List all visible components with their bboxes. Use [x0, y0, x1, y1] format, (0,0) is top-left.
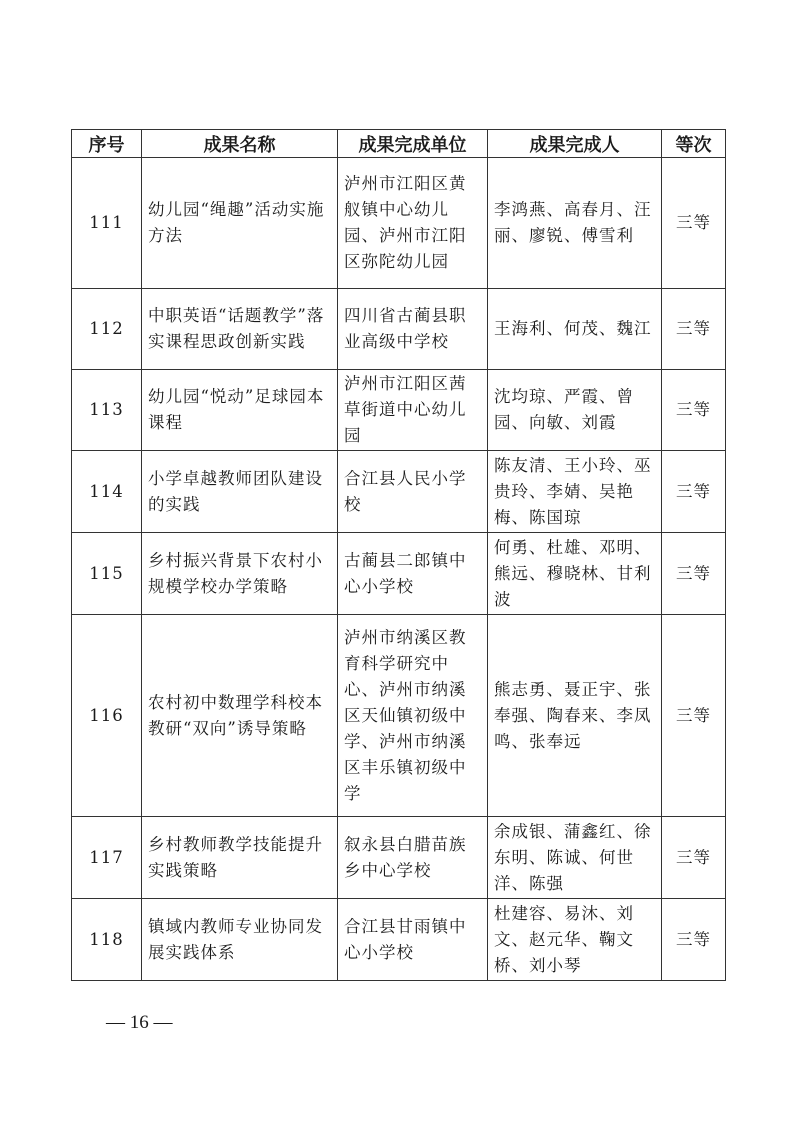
row-people: 陈友清、王小玲、巫贵玲、李婧、吴艳梅、陈国琼 [488, 451, 662, 533]
row-unit: 四川省古蔺县职业高级中学校 [338, 289, 488, 370]
row-name: 小学卓越教师团队建设的实践 [142, 451, 338, 533]
results-table [71, 129, 726, 981]
row-unit: 泸州市江阳区茜草街道中心幼儿园 [338, 370, 488, 451]
row-number: 115 [72, 533, 142, 615]
row-grade: 三等 [662, 370, 726, 451]
row-grade: 三等 [662, 817, 726, 899]
header-grade: 等次 [662, 130, 726, 158]
table-row [72, 370, 726, 451]
row-number: 116 [72, 615, 142, 817]
header-number: 序号 [72, 130, 142, 158]
row-unit: 合江县甘雨镇中心小学校 [338, 899, 488, 981]
table-row [72, 533, 726, 615]
row-grade: 三等 [662, 451, 726, 533]
row-number: 111 [72, 158, 142, 289]
row-number: 117 [72, 817, 142, 899]
row-grade: 三等 [662, 158, 726, 289]
row-grade: 三等 [662, 533, 726, 615]
row-unit: 泸州市江阳区黄舣镇中心幼儿园、泸州市江阳区弥陀幼儿园 [338, 158, 488, 289]
header-name: 成果名称 [142, 130, 338, 158]
row-name: 幼儿园“绳趣”活动实施方法 [142, 158, 338, 289]
row-people: 杜建容、易沐、刘文、赵元华、鞠文桥、刘小琴 [488, 899, 662, 981]
row-people: 余成银、蒲鑫红、徐东明、陈诚、何世洋、陈强 [488, 817, 662, 899]
row-people: 李鸿燕、高春月、汪丽、廖锐、傅雪利 [488, 158, 662, 289]
header-people: 成果完成人 [488, 130, 662, 158]
header-unit: 成果完成单位 [338, 130, 488, 158]
page-number: — 16 — [106, 1012, 173, 1033]
row-people: 熊志勇、聂正宇、张奉强、陶春来、李凤鸣、张奉远 [488, 615, 662, 817]
row-grade: 三等 [662, 899, 726, 981]
row-people: 沈均琼、严霞、曾园、向敏、刘霞 [488, 370, 662, 451]
row-unit: 泸州市纳溪区教育科学研究中心、泸州市纳溪区天仙镇初级中学、泸州市纳溪区丰乐镇初级中学 [338, 615, 488, 817]
table-header-row [72, 130, 726, 158]
row-grade: 三等 [662, 615, 726, 817]
table-row [72, 289, 726, 370]
table-row [72, 158, 726, 289]
table-row [72, 899, 726, 981]
row-unit: 古蔺县二郎镇中心小学校 [338, 533, 488, 615]
row-name: 中职英语“话题教学”落实课程思政创新实践 [142, 289, 338, 370]
row-unit: 叙永县白腊苗族乡中心学校 [338, 817, 488, 899]
table-row [72, 451, 726, 533]
row-people: 何勇、杜雄、邓明、熊远、穆晓林、甘利波 [488, 533, 662, 615]
row-number: 114 [72, 451, 142, 533]
row-unit: 合江县人民小学校 [338, 451, 488, 533]
table-row [72, 817, 726, 899]
row-number: 112 [72, 289, 142, 370]
row-people: 王海利、何茂、魏江 [488, 289, 662, 370]
row-name: 镇域内教师专业协同发展实践体系 [142, 899, 338, 981]
row-name: 农村初中数理学科校本教研“双向”诱导策略 [142, 615, 338, 817]
row-number: 118 [72, 899, 142, 981]
row-grade: 三等 [662, 289, 726, 370]
row-name: 乡村教师教学技能提升实践策略 [142, 817, 338, 899]
row-name: 乡村振兴背景下农村小规模学校办学策略 [142, 533, 338, 615]
row-name: 幼儿园“悦动”足球园本课程 [142, 370, 338, 451]
table-row [72, 615, 726, 817]
row-number: 113 [72, 370, 142, 451]
